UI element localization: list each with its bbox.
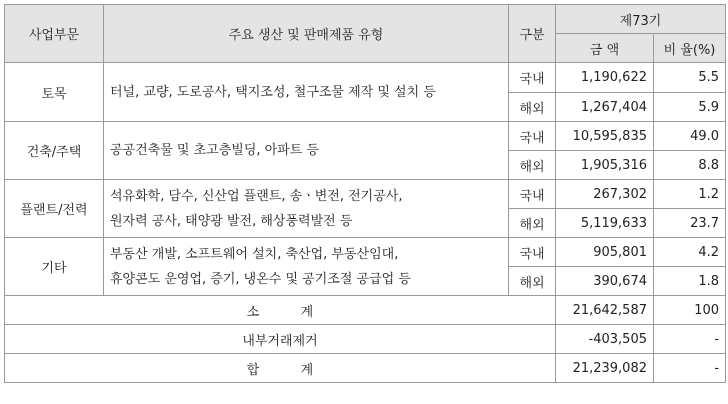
domestic-ratio: 5.5 (654, 63, 726, 93)
domestic-label: 국내 (509, 180, 556, 209)
domestic-ratio: 49.0 (654, 122, 726, 151)
overseas-label: 해외 (509, 267, 556, 296)
overseas-ratio: 1.8 (654, 267, 726, 296)
division-plant: 플랜트/전력 (5, 180, 104, 238)
header-period: 제73기 (556, 5, 726, 34)
division-other: 기타 (5, 238, 104, 296)
overseas-label: 해외 (509, 151, 556, 180)
overseas-ratio: 8.8 (654, 151, 726, 180)
domestic-ratio: 1.2 (654, 180, 726, 209)
products-line: 석유화학, 담수, 신산업 플랜트, 송ㆍ변전, 전기공사, (110, 188, 403, 204)
overseas-ratio: 23.7 (654, 209, 726, 238)
domestic-amount: 1,190,622 (556, 63, 654, 93)
domestic-amount: 267,302 (556, 180, 654, 209)
header-products: 주요 생산 및 판매제품 유형 (104, 5, 509, 63)
header-ratio: 비 율(%) (654, 34, 726, 63)
domestic-label: 국내 (509, 238, 556, 267)
total-amount: 21,239,082 (556, 354, 654, 383)
overseas-amount: 5,119,633 (556, 209, 654, 238)
elimination-label: 내부거래제거 (5, 325, 556, 354)
division-building: 건축/주택 (5, 122, 104, 180)
overseas-ratio: 5.9 (654, 93, 726, 122)
header-amount: 금 액 (556, 34, 654, 63)
overseas-label: 해외 (509, 209, 556, 238)
domestic-amount: 10,595,835 (556, 122, 654, 151)
products-line: 부동산 개발, 소프트웨어 설치, 축산업, 부동산임대, (110, 246, 399, 262)
subtotal-ratio: 100 (654, 296, 726, 325)
header-category: 구분 (509, 5, 556, 63)
products-line: 휴양콘도 운영업, 증기, 냉온수 및 공기조절 공급업 등 (110, 271, 411, 287)
products-line: 원자력 공사, 태양광 발전, 해상풍력발전 등 (110, 213, 353, 229)
products-line: 공공건축물 및 초고층빌딩, 아파트 등 (110, 143, 320, 158)
division-plant-products (104, 180, 509, 238)
division-building-products (104, 122, 509, 180)
subtotal-amount: 21,642,587 (556, 296, 654, 325)
total-ratio: - (654, 354, 726, 383)
header-division: 사업부문 (5, 5, 104, 63)
overseas-amount: 390,674 (556, 267, 654, 296)
total-label: 합 계 (5, 354, 556, 383)
division-civil: 토목 (5, 63, 104, 122)
domestic-label: 국내 (509, 122, 556, 151)
subtotal-label: 소 계 (5, 296, 556, 325)
domestic-amount: 905,801 (556, 238, 654, 267)
overseas-amount: 1,267,404 (556, 93, 654, 122)
elimination-ratio: - (654, 325, 726, 354)
products-line: 터널, 교량, 도로공사, 택지조성, 철구조물 제작 및 설치 등 (110, 84, 436, 100)
division-civil-products (104, 63, 509, 122)
overseas-amount: 1,905,316 (556, 151, 654, 180)
domestic-ratio: 4.2 (654, 238, 726, 267)
overseas-label: 해외 (509, 93, 556, 122)
revenue-table (4, 4, 726, 383)
elimination-amount: -403,505 (556, 325, 654, 354)
domestic-label: 국내 (509, 63, 556, 93)
division-other-products (104, 238, 509, 296)
